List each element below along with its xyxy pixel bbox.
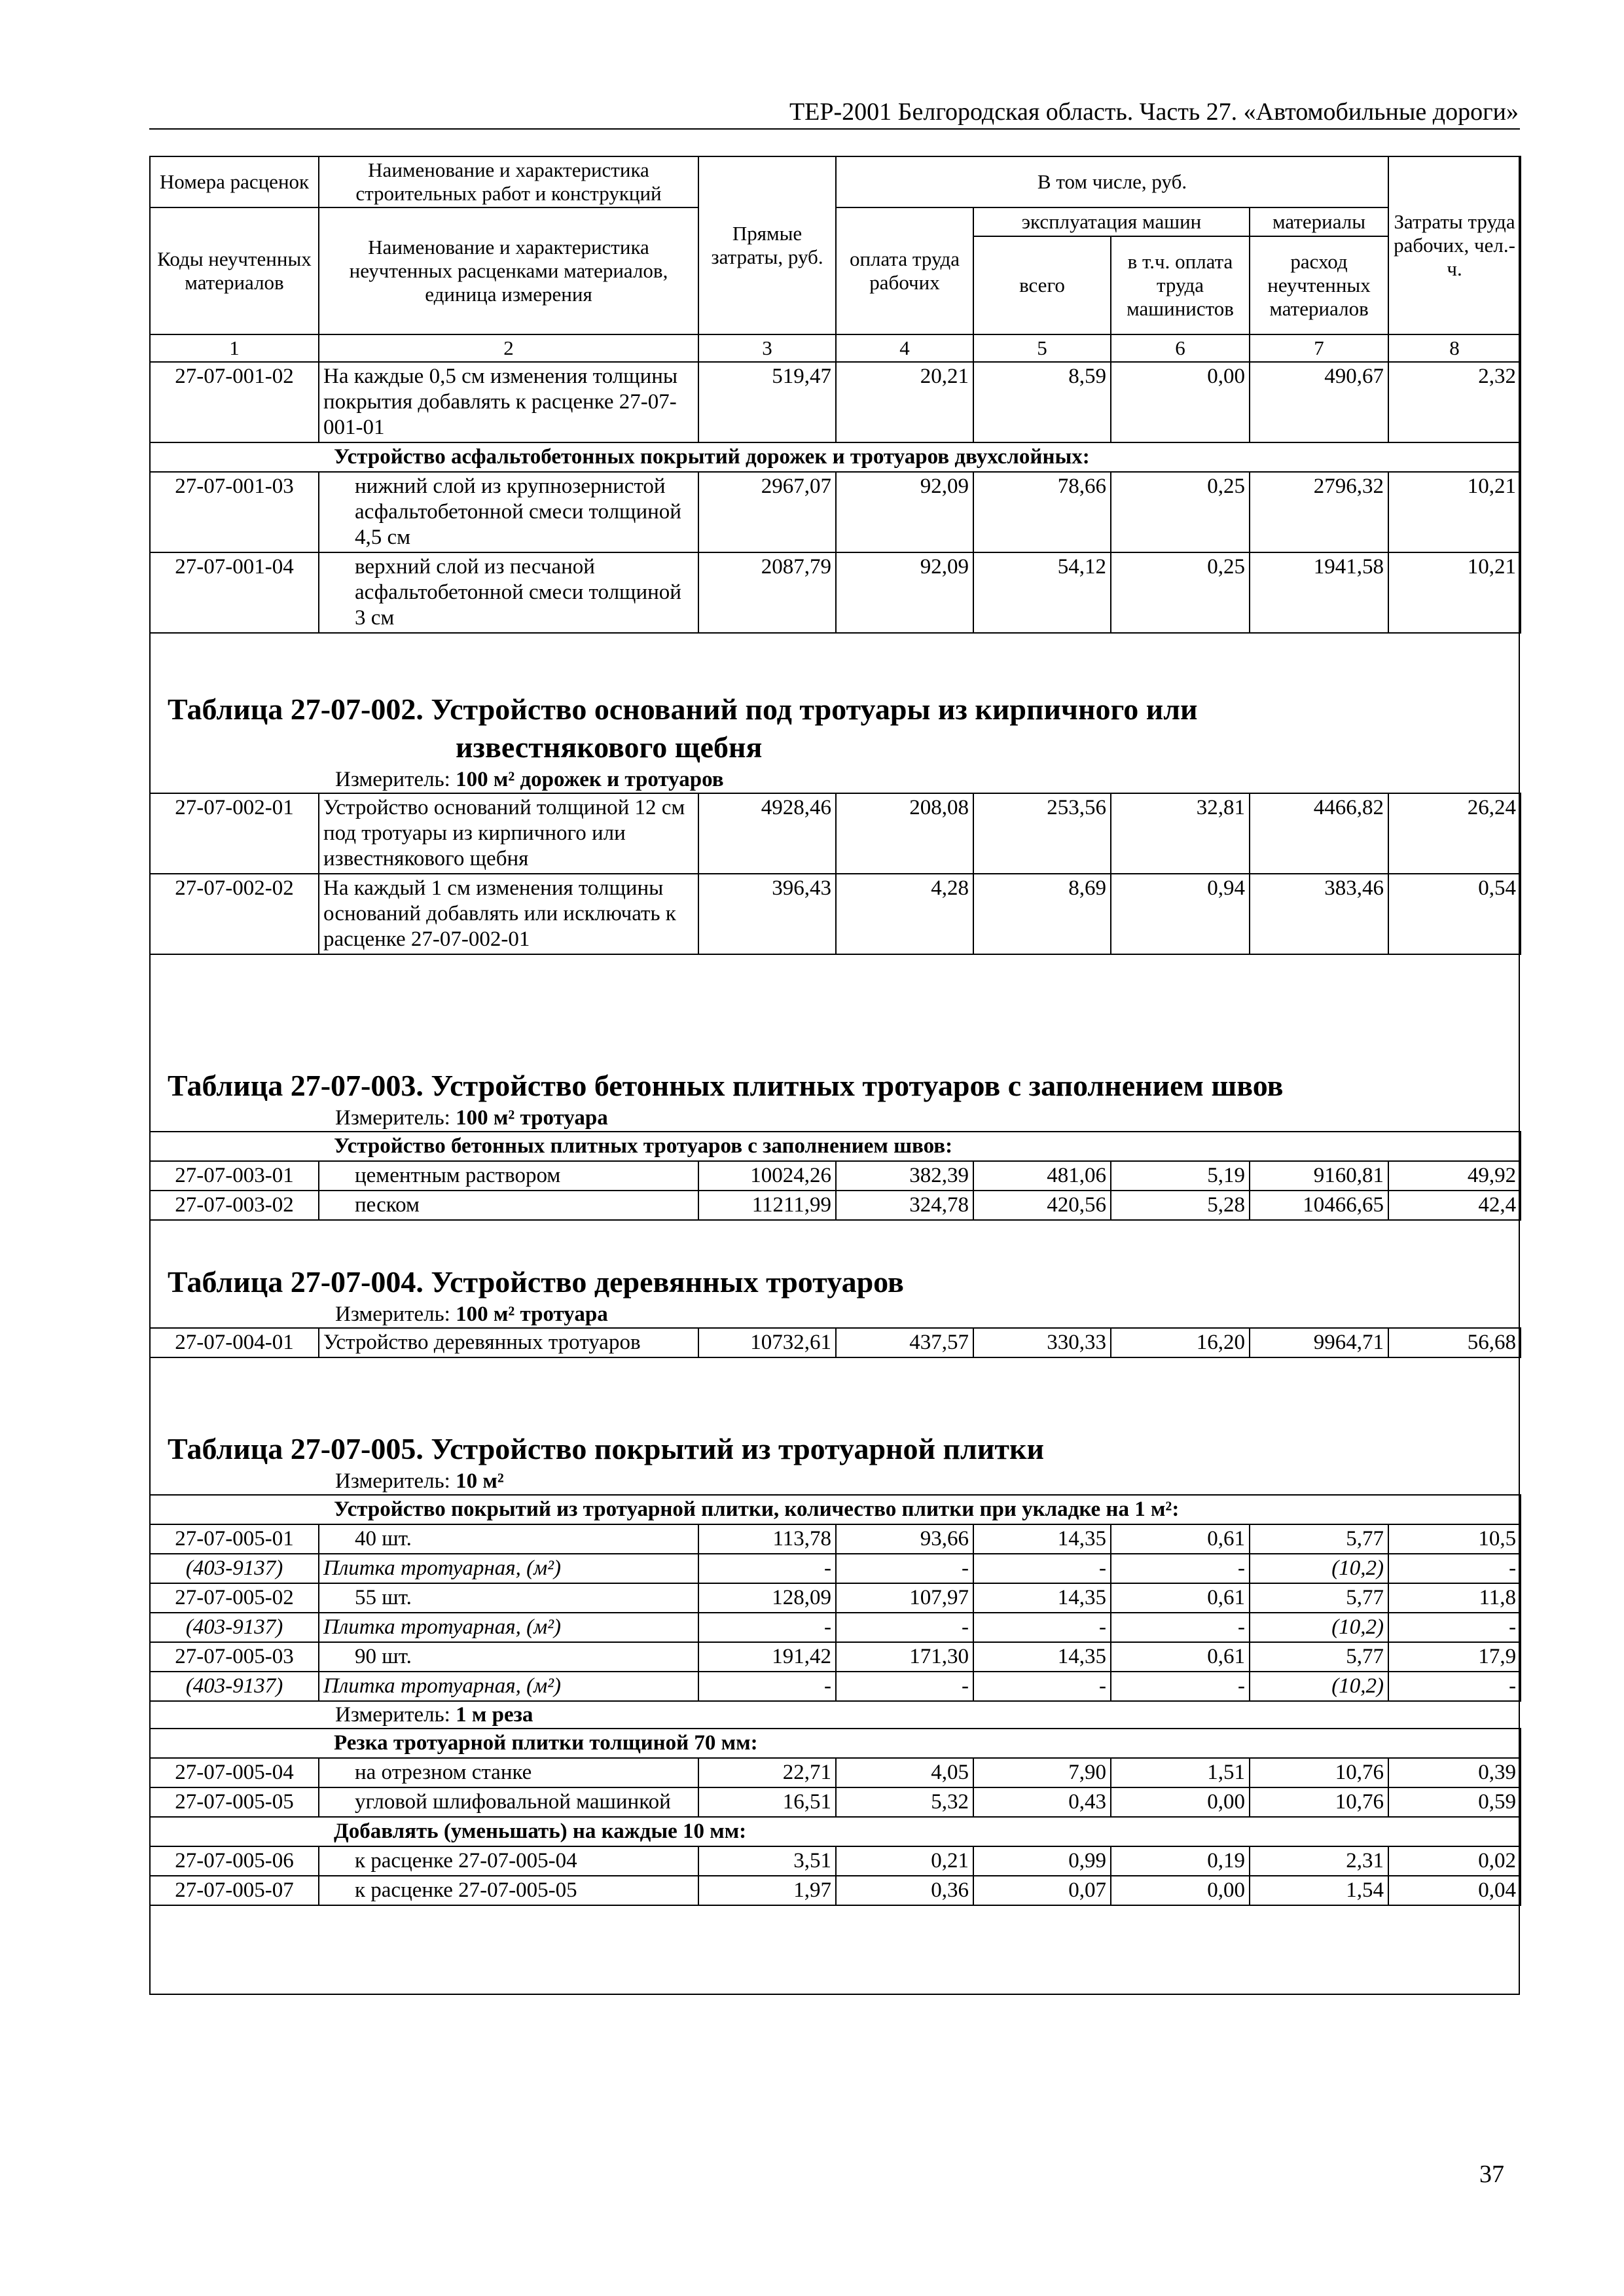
table-row: 27-07-005-07 к расценке 27-07-005-05 1,97 0,36 0,07 0,00 1,54 0,04: [150, 1876, 1521, 1905]
rates-table-header: [149, 156, 1521, 634]
table-row: 27-07-005-03 90 шт. 191,42 171,30 14,35 0,61 5,77 17,9: [150, 1642, 1521, 1672]
header-rule: [149, 128, 1520, 130]
table-003-block: [149, 1067, 1520, 1221]
col-num: 5: [973, 334, 1111, 362]
col-num: 3: [698, 334, 836, 362]
table-title: Таблица 27-07-002. Устройство оснований под тротуары из кирпичного или известнякового щебня: [168, 692, 1198, 764]
col-num: 8: [1388, 334, 1521, 362]
col-machinists-pay: в т.ч. оплата труда машинистов: [1111, 236, 1250, 334]
col-machines-total: всего: [973, 236, 1111, 334]
table-row: 27-07-005-04 на отрезном станке 22,71 4,05 7,90 1,51 10,76 0,39: [150, 1758, 1521, 1787]
section-row: Устройство асфальтобетонных покрытий дорожек и тротуаров двухслойных:: [150, 442, 1521, 472]
col-num: 7: [1250, 334, 1388, 362]
section-row: Устройство бетонных плитных тротуаров с заполнением швов:: [150, 1132, 1521, 1161]
rates-table: [149, 1494, 1521, 1702]
table-row: 27-07-005-01 40 шт. 113,78 93,66 14,35 0,61 5,77 10,5: [150, 1524, 1521, 1554]
measure-line: Измеритель: 1 м реза: [335, 1703, 533, 1727]
col-work-name: Наименование и характеристика строительных работ и конструкций: [319, 156, 698, 207]
col-direct-costs: Прямые затраты, руб.: [698, 156, 836, 334]
col-num: 1: [150, 334, 319, 362]
table-001-block: [149, 156, 1520, 634]
measure-line: Измеритель: 100 м² дорожек и тротуаров: [335, 768, 724, 791]
page-number: 37: [1479, 2161, 1504, 2188]
col-labor-costs: Затраты труда рабочих, чел.-ч.: [1388, 156, 1521, 334]
measure-line: Измеритель: 100 м² тротуара: [335, 1106, 608, 1130]
table-title: Таблица 27-07-003. Устройство бетонных плитных тротуаров с заполнением швов: [168, 1069, 1284, 1102]
col-workers-pay: оплата труда рабочих: [836, 207, 973, 334]
measure-line: Измеритель: 100 м² тротуара: [335, 1302, 608, 1326]
table-row: 27-07-001-04 верхний слой из песчаной асфальтобетонной смеси толщиной 3 см 2087,79 92,09 54,12 0,25 1941,58 10,21: [150, 552, 1521, 633]
rates-table: [149, 1728, 1521, 1906]
table-row: 27-07-005-05 угловой шлифовальной машинкой 16,51 5,32 0,43 0,00 10,76 0,59: [150, 1787, 1521, 1817]
col-rate-numbers: Номера расценок: [150, 156, 319, 207]
section-row: Резка тротуарной плитки толщиной 70 мм:: [150, 1729, 1521, 1758]
col-num: 4: [836, 334, 973, 362]
table-row: 27-07-002-01 Устройство оснований толщиной 12 см под тротуары из кирпичного или известнякового щебня 4928,46 208,08 253,56 32,81 4466,82 26,24: [150, 793, 1521, 874]
rates-table: [149, 1131, 1521, 1221]
col-num: 6: [1111, 334, 1250, 362]
section-row: Добавлять (уменьшать) на каждые 10 мм:: [150, 1817, 1521, 1846]
table-004-block: [149, 1263, 1520, 1358]
table-row: 27-07-002-02 На каждый 1 см изменения толщины оснований добавлять или исключать к расценке 27-07-002-01 396,43 4,28 8,69 0,94 383,46 0,54: [150, 874, 1521, 954]
col-unaccounted-materials: расход неучтенных материалов: [1250, 236, 1388, 334]
table-row: 27-07-003-01 цементным раствором 10024,26 382,39 481,06 5,19 9160,81 49,92: [150, 1161, 1521, 1191]
table-005-block: [149, 1430, 1520, 1906]
table-row: 27-07-005-02 55 шт. 128,09 107,97 14,35 0,61 5,77 11,8: [150, 1583, 1521, 1613]
table-row: 27-07-001-02 На каждые 0,5 см изменения толщины покрытия добавлять к расценке 27-07-001-01 519,47 20,21 8,59 0,00 490,67 2,32: [150, 362, 1521, 442]
material-row: (403-9137) Плитка тротуарная, (м²) - - - - (10,2) -: [150, 1554, 1521, 1583]
table-title: Таблица 27-07-004. Устройство деревянных тротуаров: [168, 1265, 904, 1299]
running-header: ТЕР-2001 Белгородская область. Часть 27. «Автомобильные дороги»: [789, 98, 1519, 126]
table-002-block: [149, 691, 1520, 955]
table-row: 27-07-001-03 нижний слой из крупнозернистой асфальтобетонной смеси толщиной 4,5 см 2967,07 92,09 78,66 0,25 2796,32 10,21: [150, 472, 1521, 552]
col-machines: эксплуатация машин: [973, 207, 1250, 236]
col-material-names: Наименование и характеристика неучтенных расценками материалов, единица измерения: [319, 207, 698, 334]
col-material-codes: Коды неучтенных материалов: [150, 207, 319, 334]
material-row: (403-9137) Плитка тротуарная, (м²) - - - - (10,2) -: [150, 1672, 1521, 1701]
measure-line: Измеритель: 10 м²: [335, 1469, 504, 1493]
table-row: 27-07-005-06 к расценке 27-07-005-04 3,51 0,21 0,99 0,19 2,31 0,02: [150, 1846, 1521, 1876]
material-row: (403-9137) Плитка тротуарная, (м²) - - - - (10,2) -: [150, 1613, 1521, 1642]
col-num: 2: [319, 334, 698, 362]
table-title: Таблица 27-07-005. Устройство покрытий из тротуарной плитки: [168, 1432, 1044, 1465]
table-row: 27-07-004-01 Устройство деревянных тротуаров 10732,61 437,57 330,33 16,20 9964,71 56,68: [150, 1328, 1521, 1357]
section-row: Устройство покрытий из тротуарной плитки, количество плитки при укладке на 1 м²:: [150, 1495, 1521, 1524]
table-row: 27-07-003-02 песком 11211,99 324,78 420,56 5,28 10466,65 42,4: [150, 1191, 1521, 1220]
col-including: В том числе, руб.: [836, 156, 1388, 207]
rates-table: [149, 1327, 1521, 1358]
col-materials: материалы: [1250, 207, 1388, 236]
rates-table: [149, 793, 1521, 955]
